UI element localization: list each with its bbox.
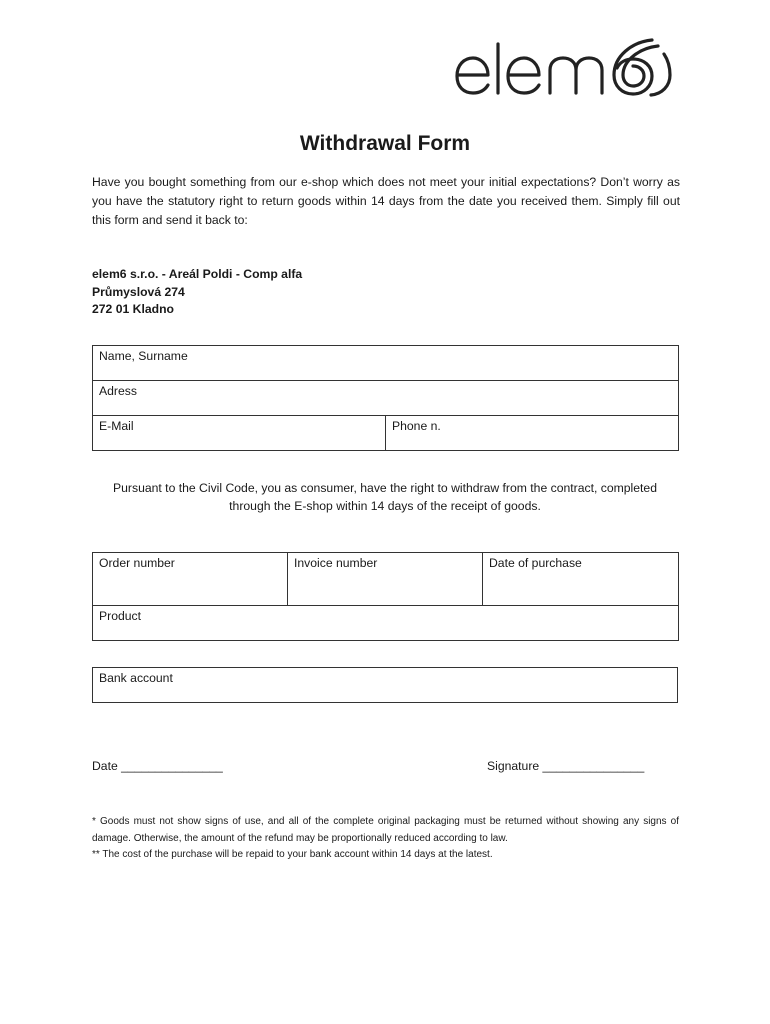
bank-account-label: Bank account: [99, 671, 173, 685]
invoice-number-field[interactable]: [288, 553, 483, 606]
address-line-city: 272 01 Kladno: [92, 302, 174, 316]
address-field[interactable]: [93, 381, 679, 416]
order-number-field[interactable]: [93, 553, 288, 606]
order-number-label: Order number: [99, 556, 175, 570]
address-label: Adress: [99, 384, 137, 398]
elem6-logo-mark: [452, 34, 682, 102]
intro-paragraph: Have you bought something from our e-shop which does not meet your initial expectations? Don’t worry as you have the statutory right to return goods within 14 days from the date you received them. Simply fill out this form and send it back to:: [92, 175, 680, 227]
footnotes: [92, 814, 679, 864]
footnote-refund-timing: ** The cost of the purchase will be repaid to your bank account within 14 days at the latest.: [92, 849, 493, 860]
table-row: [93, 606, 679, 641]
customer-details-table: [92, 345, 679, 451]
name-surname-label: Name, Surname: [99, 349, 188, 363]
bank-account-table: [92, 667, 678, 703]
bank-account-field[interactable]: [93, 668, 678, 703]
product-label: Product: [99, 609, 142, 623]
name-surname-field[interactable]: [93, 346, 679, 381]
page-title: Withdrawal Form: [299, 132, 471, 155]
date-of-purchase-label: Date of purchase: [489, 556, 582, 570]
civil-code-notice: Pursuant to the Civil Code, you as consumer, have the right to withdraw from the contract, completed through the E-shop within 14 days of the receipt of goods.: [113, 481, 657, 513]
address-line-company: elem6 s.r.o. - Areál Poldi - Comp alfa: [92, 267, 303, 281]
elem6-logo: [452, 34, 682, 102]
signature-line[interactable]: Signature _______________: [487, 759, 645, 773]
email-field[interactable]: [93, 416, 386, 451]
return-address: [92, 266, 302, 319]
email-label: E-Mail: [99, 419, 134, 433]
table-row: [93, 553, 679, 606]
table-row: [93, 381, 679, 416]
phone-field[interactable]: [386, 416, 679, 451]
table-row: [93, 668, 678, 703]
table-row: [93, 416, 679, 451]
phone-label: Phone n.: [392, 419, 441, 433]
address-line-street: Průmyslová 274: [92, 284, 185, 299]
order-details-table: [92, 552, 679, 641]
date-line[interactable]: Date _______________: [92, 759, 223, 773]
invoice-number-label: Invoice number: [294, 556, 378, 570]
table-row: [93, 346, 679, 381]
date-of-purchase-field[interactable]: [483, 553, 679, 606]
product-field[interactable]: [93, 606, 679, 641]
footnote-goods-condition: * Goods must not show signs of use, and all of the complete original packaging must be returned without showing any signs of damage. Otherwise, the amount of the refund may be proportionally reduced according to law.: [92, 816, 679, 844]
